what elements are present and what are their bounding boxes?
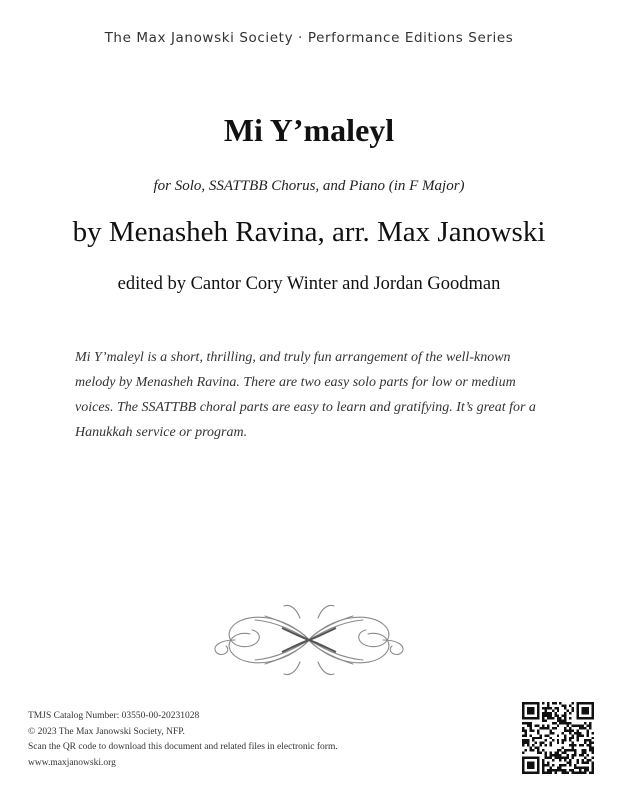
footer-info (28, 709, 448, 771)
composer-line: by Menasheh Ravina, arr. Max Janowski (72, 216, 546, 248)
copyright-notice: © 2023 The Max Janowski Society, NFP. (28, 726, 185, 737)
editors-line: edited by Cantor Cory Winter and Jordan Goodman (117, 274, 501, 294)
qr-code-icon[interactable] (522, 702, 594, 774)
website-link[interactable]: www.maxjanowski.org (28, 757, 116, 768)
instrumentation-subtitle: for Solo, SSATTBB Chorus, and Piano (in F Major) (153, 178, 465, 194)
catalog-number: TMJS Catalog Number: 03550-00-20231028 (28, 711, 200, 721)
series-header: The Max Janowski Society · Performance Editions Series (104, 30, 514, 46)
qr-instructions: Scan the QR code to download this document and related files in electronic form. (28, 742, 338, 752)
page-title: Mi Y’maleyl (223, 112, 395, 148)
calligraphic-flourish-ornament (0, 600, 618, 680)
work-description: Mi Y’maleyl is a short, thrilling, and truly fun arrangement of the well-known melody by Menasheh Ravina. There are two easy solo parts for low or medium voices. The SSATTBB choral parts are easy to learn and gratifying. It’s great for a Hanukkah service or program. (75, 350, 536, 440)
